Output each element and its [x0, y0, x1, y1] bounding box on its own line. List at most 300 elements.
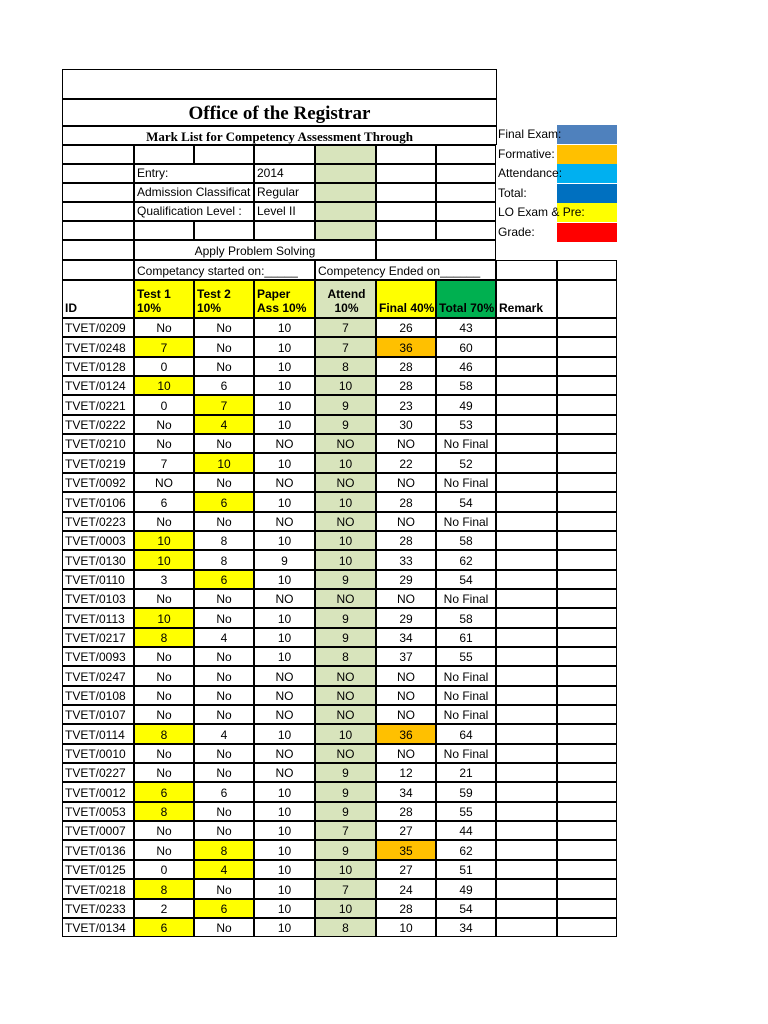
cell-blank [557, 550, 617, 570]
cell-final: 30 [376, 415, 436, 434]
cell-id: TVET/0130 [62, 550, 134, 570]
cell-test1: 8 [134, 724, 194, 744]
admission-label: Admission Classificat [134, 183, 254, 202]
cell-total: No Final [436, 434, 496, 453]
cell-attend: NO [315, 473, 376, 492]
cell-remark [496, 763, 557, 782]
qualification-label: Qualification Level : [134, 202, 254, 221]
cell-test2: 6 [194, 782, 254, 802]
cell-id: TVET/0217 [62, 628, 134, 647]
cell-test1: 6 [134, 782, 194, 802]
cell-test2: No [194, 686, 254, 705]
cell-remark [496, 337, 557, 357]
cell-id: TVET/0219 [62, 453, 134, 473]
col-header-test2: Test 2 10% [194, 280, 254, 318]
cell-final: NO [376, 512, 436, 531]
cell-total: 43 [436, 318, 496, 337]
cell-id: TVET/0218 [62, 879, 134, 899]
cell-test1: 0 [134, 860, 194, 879]
cell-final: NO [376, 473, 436, 492]
cell-paper: 10 [254, 415, 315, 434]
cell-attend: 7 [315, 879, 376, 899]
cell-paper: 10 [254, 918, 315, 937]
cell-total: No Final [436, 589, 496, 608]
cell-paper: 10 [254, 782, 315, 802]
header-blank-row [62, 69, 497, 99]
cell-blank [557, 724, 617, 744]
cell-paper: 10 [254, 628, 315, 647]
cell-final: 35 [376, 840, 436, 860]
cell-id: TVET/0107 [62, 705, 134, 724]
cell-blank [557, 453, 617, 473]
cell-id: TVET/0221 [62, 395, 134, 415]
cell-attend: NO [315, 705, 376, 724]
cell-total: 60 [436, 337, 496, 357]
cell-test2: 4 [194, 415, 254, 434]
cell-paper: 10 [254, 531, 315, 550]
cell-remark [496, 705, 557, 724]
cell-blank [557, 434, 617, 453]
cell-paper: 10 [254, 821, 315, 840]
cell-final: 27 [376, 821, 436, 840]
cell-id: TVET/0209 [62, 318, 134, 337]
cell-id: TVET/0053 [62, 802, 134, 821]
cell-test2: No [194, 608, 254, 628]
cell-total: 59 [436, 782, 496, 802]
cell-paper: 10 [254, 840, 315, 860]
info-blank [376, 240, 496, 260]
cell-total: 62 [436, 550, 496, 570]
info-blank [557, 280, 617, 318]
cell-test2: No [194, 705, 254, 724]
cell-remark [496, 473, 557, 492]
info-blank [62, 240, 134, 260]
cell-remark [496, 453, 557, 473]
cell-attend: NO [315, 589, 376, 608]
cell-test1: NO [134, 473, 194, 492]
col-header-total: Total 70% [436, 280, 496, 318]
competency-ended: Competency Ended on______ [315, 260, 496, 280]
info-blank [62, 183, 134, 202]
cell-test1: No [134, 840, 194, 860]
cell-test1: No [134, 763, 194, 782]
info-blank [62, 260, 134, 280]
cell-attend: 10 [315, 550, 376, 570]
cell-remark [496, 589, 557, 608]
cell-blank [557, 357, 617, 376]
qualification-value: Level II [254, 202, 315, 221]
cell-test2: No [194, 512, 254, 531]
cell-paper: 10 [254, 376, 315, 395]
cell-total: 64 [436, 724, 496, 744]
cell-attend: 7 [315, 821, 376, 840]
cell-remark [496, 918, 557, 937]
cell-attend: 7 [315, 337, 376, 357]
cell-test2: No [194, 821, 254, 840]
cell-paper: NO [254, 763, 315, 782]
cell-test1: 10 [134, 376, 194, 395]
cell-paper: 10 [254, 453, 315, 473]
cell-id: TVET/0128 [62, 357, 134, 376]
info-blank [315, 183, 376, 202]
cell-id: TVET/0010 [62, 744, 134, 763]
info-blank [376, 202, 436, 221]
info-blank [315, 164, 376, 183]
cell-test2: No [194, 647, 254, 666]
info-blank [62, 202, 134, 221]
cell-final: NO [376, 666, 436, 686]
cell-blank [557, 899, 617, 918]
cell-remark [496, 686, 557, 705]
cell-attend: NO [315, 434, 376, 453]
info-blank [194, 221, 254, 240]
cell-total: 46 [436, 357, 496, 376]
cell-blank [557, 318, 617, 337]
legend-swatch [557, 184, 617, 203]
cell-blank [557, 337, 617, 357]
cell-blank [557, 763, 617, 782]
cell-blank [557, 879, 617, 899]
cell-total: No Final [436, 744, 496, 763]
cell-id: TVET/0134 [62, 918, 134, 937]
legend-label: Total: [498, 186, 527, 200]
cell-total: 58 [436, 376, 496, 395]
cell-blank [557, 395, 617, 415]
cell-total: 34 [436, 918, 496, 937]
cell-attend: 10 [315, 531, 376, 550]
cell-id: TVET/0092 [62, 473, 134, 492]
cell-total: 62 [436, 840, 496, 860]
cell-id: TVET/0136 [62, 840, 134, 860]
cell-attend: 9 [315, 628, 376, 647]
cell-id: TVET/0233 [62, 899, 134, 918]
info-blank [315, 202, 376, 221]
cell-paper: NO [254, 744, 315, 763]
cell-attend: 10 [315, 724, 376, 744]
cell-blank [557, 782, 617, 802]
cell-total: 58 [436, 608, 496, 628]
cell-test2: 7 [194, 395, 254, 415]
cell-id: TVET/0248 [62, 337, 134, 357]
cell-blank [557, 840, 617, 860]
cell-final: NO [376, 705, 436, 724]
cell-total: 61 [436, 628, 496, 647]
cell-test1: No [134, 318, 194, 337]
cell-id: TVET/0223 [62, 512, 134, 531]
info-blank [315, 221, 376, 240]
cell-blank [557, 512, 617, 531]
cell-test1: No [134, 589, 194, 608]
cell-total: 49 [436, 879, 496, 899]
info-blank [194, 145, 254, 164]
legend-label: Formative: [498, 147, 555, 161]
cell-final: 33 [376, 550, 436, 570]
cell-total: No Final [436, 686, 496, 705]
cell-test1: No [134, 666, 194, 686]
cell-blank [557, 666, 617, 686]
cell-test1: No [134, 744, 194, 763]
cell-test2: 4 [194, 724, 254, 744]
cell-test2: No [194, 744, 254, 763]
cell-remark [496, 899, 557, 918]
cell-remark [496, 744, 557, 763]
cell-total: 44 [436, 821, 496, 840]
cell-final: 27 [376, 860, 436, 879]
cell-test1: 8 [134, 802, 194, 821]
cell-id: TVET/0108 [62, 686, 134, 705]
cell-remark [496, 782, 557, 802]
cell-test2: 6 [194, 492, 254, 512]
info-blank [254, 145, 315, 164]
cell-attend: NO [315, 512, 376, 531]
cell-id: TVET/0106 [62, 492, 134, 512]
cell-paper: NO [254, 434, 315, 453]
cell-blank [557, 802, 617, 821]
cell-attend: 9 [315, 763, 376, 782]
cell-blank [557, 376, 617, 395]
col-header-id: ID [62, 280, 134, 318]
cell-total: 58 [436, 531, 496, 550]
cell-blank [557, 744, 617, 763]
legend-swatch [557, 125, 617, 144]
cell-attend: 10 [315, 899, 376, 918]
cell-test1: No [134, 686, 194, 705]
cell-test1: 8 [134, 628, 194, 647]
cell-test2: 8 [194, 840, 254, 860]
cell-paper: 10 [254, 357, 315, 376]
info-blank [436, 183, 496, 202]
cell-id: TVET/0247 [62, 666, 134, 686]
info-blank [436, 164, 496, 183]
cell-remark [496, 357, 557, 376]
info-blank [557, 260, 617, 280]
cell-remark [496, 434, 557, 453]
cell-remark [496, 879, 557, 899]
col-header-final: Final 40% [376, 280, 436, 318]
cell-paper: 10 [254, 647, 315, 666]
cell-final: 28 [376, 376, 436, 395]
cell-final: NO [376, 686, 436, 705]
cell-remark [496, 802, 557, 821]
cell-paper: 10 [254, 802, 315, 821]
cell-remark [496, 395, 557, 415]
cell-total: No Final [436, 705, 496, 724]
cell-blank [557, 705, 617, 724]
cell-paper: 9 [254, 550, 315, 570]
cell-final: 29 [376, 608, 436, 628]
cell-remark [496, 570, 557, 589]
cell-final: 37 [376, 647, 436, 666]
cell-id: TVET/0125 [62, 860, 134, 879]
cell-test2: 8 [194, 531, 254, 550]
cell-total: 21 [436, 763, 496, 782]
cell-paper: 10 [254, 337, 315, 357]
col-header-paper: Paper Ass 10% [254, 280, 315, 318]
cell-id: TVET/0110 [62, 570, 134, 589]
cell-test1: 0 [134, 395, 194, 415]
info-blank [315, 145, 376, 164]
cell-final: NO [376, 744, 436, 763]
cell-remark [496, 628, 557, 647]
cell-paper: 10 [254, 570, 315, 589]
cell-attend: 9 [315, 608, 376, 628]
cell-test1: 8 [134, 879, 194, 899]
cell-final: NO [376, 589, 436, 608]
cell-blank [557, 570, 617, 589]
entry-label: Entry: [134, 164, 254, 183]
cell-test2: No [194, 802, 254, 821]
cell-remark [496, 492, 557, 512]
cell-final: 12 [376, 763, 436, 782]
cell-blank [557, 589, 617, 608]
info-blank [134, 221, 194, 240]
cell-test2: No [194, 589, 254, 608]
cell-test2: No [194, 318, 254, 337]
cell-test1: No [134, 512, 194, 531]
cell-attend: 8 [315, 357, 376, 376]
cell-remark [496, 647, 557, 666]
cell-test2: 4 [194, 860, 254, 879]
cell-remark [496, 318, 557, 337]
cell-test1: 10 [134, 608, 194, 628]
page-title: Office of the Registrar [62, 99, 497, 126]
cell-blank [557, 860, 617, 879]
cell-id: TVET/0113 [62, 608, 134, 628]
info-blank [496, 260, 557, 280]
entry-value: 2014 [254, 164, 315, 183]
cell-final: 28 [376, 531, 436, 550]
cell-blank [557, 415, 617, 434]
cell-test1: No [134, 415, 194, 434]
cell-test1: No [134, 647, 194, 666]
info-blank [62, 145, 134, 164]
cell-final: 26 [376, 318, 436, 337]
cell-test1: 10 [134, 531, 194, 550]
cell-blank [557, 821, 617, 840]
cell-blank [557, 492, 617, 512]
info-blank [376, 164, 436, 183]
cell-total: 54 [436, 899, 496, 918]
cell-test2: No [194, 434, 254, 453]
cell-final: 22 [376, 453, 436, 473]
legend-label: Final Exam: [498, 127, 562, 141]
cell-remark [496, 860, 557, 879]
cell-paper: NO [254, 589, 315, 608]
cell-id: TVET/0103 [62, 589, 134, 608]
cell-final: 29 [376, 570, 436, 589]
cell-attend: 7 [315, 318, 376, 337]
cell-attend: NO [315, 666, 376, 686]
cell-id: TVET/0222 [62, 415, 134, 434]
info-blank [254, 221, 315, 240]
info-blank [376, 183, 436, 202]
cell-remark [496, 608, 557, 628]
cell-total: No Final [436, 666, 496, 686]
cell-test1: 7 [134, 337, 194, 357]
info-blank [134, 145, 194, 164]
cell-attend: NO [315, 686, 376, 705]
cell-total: 53 [436, 415, 496, 434]
cell-attend: 9 [315, 395, 376, 415]
cell-blank [557, 686, 617, 705]
cell-id: TVET/0210 [62, 434, 134, 453]
cell-test2: 6 [194, 570, 254, 589]
cell-remark [496, 531, 557, 550]
cell-blank [557, 531, 617, 550]
cell-test1: 6 [134, 492, 194, 512]
cell-final: 10 [376, 918, 436, 937]
cell-total: 51 [436, 860, 496, 879]
cell-total: 52 [436, 453, 496, 473]
cell-test2: 6 [194, 899, 254, 918]
cell-blank [557, 473, 617, 492]
cell-remark [496, 666, 557, 686]
cell-test2: 8 [194, 550, 254, 570]
cell-test2: 4 [194, 628, 254, 647]
cell-attend: 8 [315, 918, 376, 937]
cell-test1: 10 [134, 550, 194, 570]
cell-paper: 10 [254, 608, 315, 628]
cell-attend: 9 [315, 840, 376, 860]
cell-test1: No [134, 821, 194, 840]
cell-remark [496, 724, 557, 744]
cell-attend: 10 [315, 376, 376, 395]
cell-attend: 10 [315, 453, 376, 473]
cell-id: TVET/0114 [62, 724, 134, 744]
cell-final: 28 [376, 492, 436, 512]
cell-blank [557, 918, 617, 937]
legend-swatch [557, 145, 617, 164]
cell-id: TVET/0093 [62, 647, 134, 666]
cell-final: 28 [376, 357, 436, 376]
cell-test2: No [194, 879, 254, 899]
legend-swatch [557, 164, 617, 183]
cell-blank [557, 647, 617, 666]
cell-paper: 10 [254, 899, 315, 918]
cell-test2: No [194, 666, 254, 686]
cell-final: 23 [376, 395, 436, 415]
col-header-attend: Attend 10% [315, 280, 376, 318]
cell-test1: 2 [134, 899, 194, 918]
cell-remark [496, 840, 557, 860]
cell-test1: 3 [134, 570, 194, 589]
cell-final: 24 [376, 879, 436, 899]
cell-paper: 10 [254, 724, 315, 744]
cell-test2: No [194, 473, 254, 492]
cell-paper: NO [254, 473, 315, 492]
cell-attend: 10 [315, 860, 376, 879]
cell-total: 54 [436, 492, 496, 512]
cell-attend: 9 [315, 570, 376, 589]
cell-blank [557, 628, 617, 647]
cell-test2: No [194, 763, 254, 782]
competency-started: Competancy started on:_____ [134, 260, 315, 280]
cell-id: TVET/0003 [62, 531, 134, 550]
cell-remark [496, 376, 557, 395]
info-blank [436, 221, 496, 240]
cell-remark [496, 512, 557, 531]
page-subtitle: Mark List for Competency Assessment Through [62, 126, 497, 145]
cell-attend: 10 [315, 492, 376, 512]
cell-paper: NO [254, 512, 315, 531]
info-blank [376, 145, 436, 164]
cell-attend: 9 [315, 802, 376, 821]
cell-attend: 9 [315, 415, 376, 434]
cell-total: No Final [436, 512, 496, 531]
cell-test1: No [134, 434, 194, 453]
cell-test2: 6 [194, 376, 254, 395]
cell-test1: 6 [134, 918, 194, 937]
